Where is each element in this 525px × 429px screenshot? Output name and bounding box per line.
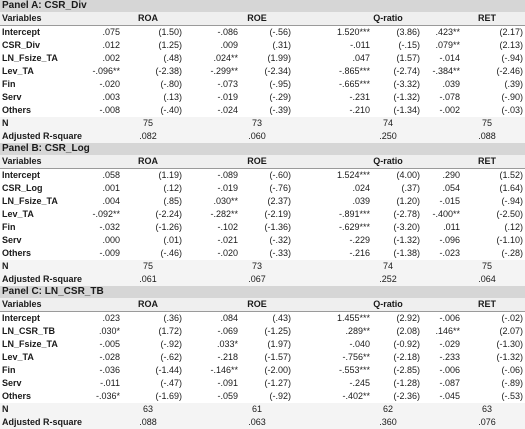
coefficient-cell: -.665*** <box>338 79 370 89</box>
t-statistic-cell: (2.37) <box>267 196 291 206</box>
coefficient-cell: -.865*** <box>338 66 370 76</box>
coefficient-cell: .047 <box>352 53 370 63</box>
t-statistic-cell: (-.80) <box>160 79 182 89</box>
coefficient-cell: -.019 <box>217 92 238 102</box>
t-statistic-cell: (-1.38) <box>393 248 420 258</box>
coefficient-cell: -.233 <box>439 352 460 362</box>
t-statistic-cell: (-1.30) <box>496 339 523 349</box>
coefficient-cell: -.032 <box>99 222 120 232</box>
row-label: LN_CSR_TB <box>2 326 56 336</box>
table-row <box>0 234 525 247</box>
t-statistic-cell: (-.90) <box>501 92 523 102</box>
table-row <box>0 91 525 104</box>
row-label: Lev_TA <box>2 209 34 219</box>
t-statistic-cell: (-.33) <box>269 248 291 258</box>
table-row <box>0 65 525 78</box>
coefficient-cell: .084 <box>220 313 238 323</box>
coefficient-cell: .003 <box>102 92 120 102</box>
coefficient-cell: 1.524*** <box>336 170 370 180</box>
n-value: 75 <box>142 261 153 271</box>
t-statistic-cell: (-1.34) <box>393 105 420 115</box>
t-statistic-cell: (-.40) <box>160 105 182 115</box>
coefficient-cell: -.092** <box>92 209 120 219</box>
row-label: LN_Fsize_TA <box>2 339 58 349</box>
row-label: CSR_Log <box>2 183 43 193</box>
t-statistic-cell: (-1.27) <box>264 378 291 388</box>
t-statistic-cell: (.13) <box>163 92 182 102</box>
coefficient-cell: -.102 <box>217 222 238 232</box>
t-statistic-cell: (-.95) <box>269 79 291 89</box>
table-row <box>0 338 525 351</box>
coefficient-cell: -.011 <box>100 378 120 388</box>
table-row <box>0 390 525 403</box>
column-header-roe: ROE <box>247 13 267 23</box>
coefficient-cell: .001 <box>102 183 120 193</box>
coefficient-cell: .289** <box>345 326 370 336</box>
n-label: N <box>2 118 9 128</box>
t-statistic-cell: (-2.34) <box>264 66 291 76</box>
t-statistic-cell: (-.76) <box>269 183 291 193</box>
row-label: Fin <box>2 79 16 89</box>
adjusted-r-square-value: .063 <box>248 417 266 427</box>
coefficient-cell: -.021 <box>217 235 238 245</box>
adjusted-r-square-value: .250 <box>379 131 397 141</box>
adjusted-r-square-value: .088 <box>139 417 157 427</box>
t-statistic-cell: (-.28) <box>501 248 523 258</box>
row-label: Others <box>2 391 32 401</box>
coefficient-cell: -.006 <box>439 365 460 375</box>
t-statistic-cell: (-.02) <box>501 313 523 323</box>
column-header-roa: ROA <box>138 13 158 23</box>
n-value: 75 <box>481 261 492 271</box>
table-row <box>0 208 525 221</box>
t-statistic-cell: (.48) <box>163 53 182 63</box>
coefficient-cell: .024** <box>213 53 238 63</box>
table-row <box>0 182 525 195</box>
column-header-roa: ROA <box>138 156 158 166</box>
table-row <box>0 325 525 338</box>
t-statistic-cell: (1.52) <box>499 170 523 180</box>
n-value: 63 <box>142 404 153 414</box>
t-statistic-cell: (2.17) <box>499 27 523 37</box>
coefficient-cell: -.002 <box>439 105 460 115</box>
coefficient-cell: -.089 <box>217 170 238 180</box>
coefficient-cell: -.014 <box>439 53 460 63</box>
t-statistic-cell: (-3.20) <box>393 222 420 232</box>
coefficient-cell: 1.455*** <box>336 313 370 323</box>
adjusted-r-square-value: .067 <box>248 274 266 284</box>
t-statistic-cell: (2.92) <box>396 313 420 323</box>
t-statistic-cell: (-1.57) <box>264 352 291 362</box>
t-statistic-cell: (.37) <box>401 183 420 193</box>
t-statistic-cell: (-.32) <box>269 235 291 245</box>
adjusted-r-square-value: .252 <box>379 274 397 284</box>
coefficient-cell: -.059 <box>217 391 238 401</box>
adjusted-r-square-value: .088 <box>478 131 496 141</box>
column-header-roe: ROE <box>247 156 267 166</box>
t-statistic-cell: (.85) <box>163 196 182 206</box>
t-statistic-cell: (1.64) <box>499 183 523 193</box>
t-statistic-cell: (-.03) <box>501 105 523 115</box>
table-row <box>0 364 525 377</box>
table-row <box>0 52 525 65</box>
coefficient-cell: -.229 <box>349 235 370 245</box>
t-statistic-cell: (1.50) <box>158 27 182 37</box>
t-statistic-cell: (-.06) <box>501 365 523 375</box>
coefficient-cell: -.146** <box>210 365 238 375</box>
variables-header: Variables <box>2 299 42 309</box>
coefficient-cell: -.040 <box>349 339 370 349</box>
coefficient-cell: 1.520*** <box>336 27 370 37</box>
coefficient-cell: -.028 <box>99 352 120 362</box>
n-label: N <box>2 261 9 271</box>
table-row <box>0 104 525 117</box>
t-statistic-cell: (-.94) <box>501 196 523 206</box>
row-label: LN_Fsize_TA <box>2 196 58 206</box>
n-value: 62 <box>382 404 393 414</box>
n-value: 74 <box>382 118 393 128</box>
coefficient-cell: .002 <box>102 53 120 63</box>
coefficient-cell: -.036 <box>99 365 120 375</box>
coefficient-cell: .058 <box>102 170 120 180</box>
adjusted-r-square-value: .360 <box>379 417 397 427</box>
t-statistic-cell: (-.56) <box>269 27 291 37</box>
t-statistic-cell: (-1.32) <box>393 92 420 102</box>
n-label: N <box>2 404 9 414</box>
n-value: 75 <box>142 118 153 128</box>
t-statistic-cell: (-1.36) <box>264 222 291 232</box>
n-value: 75 <box>481 118 492 128</box>
coefficient-cell: -.023 <box>439 248 460 258</box>
row-label: Serv <box>2 235 22 245</box>
t-statistic-cell: (-.53) <box>501 391 523 401</box>
t-statistic-cell: (-.29) <box>269 92 291 102</box>
coefficient-cell: -.553*** <box>338 365 370 375</box>
t-statistic-cell: (-.94) <box>501 53 523 63</box>
coefficient-cell: -.210 <box>349 105 370 115</box>
n-value: 63 <box>481 404 492 414</box>
adjusted-r-square-value: .076 <box>478 417 496 427</box>
coefficient-cell: -.009 <box>99 248 120 258</box>
coefficient-cell: -.402** <box>342 391 370 401</box>
panel-title: Panel B: CSR_Log <box>0 143 525 155</box>
coefficient-cell: .011 <box>443 222 460 232</box>
table-row <box>0 195 525 208</box>
t-statistic-cell: (-1.25) <box>264 326 291 336</box>
n-value: 73 <box>251 118 262 128</box>
row-label: LN_Fsize_TA <box>2 53 58 63</box>
coefficient-cell: .423** <box>435 27 460 37</box>
adjusted-r-square-value: .060 <box>248 131 266 141</box>
t-statistic-cell: (-1.26) <box>155 222 182 232</box>
row-label: CSR_Div <box>2 40 41 50</box>
t-statistic-cell: (-2.50) <box>496 209 523 219</box>
t-statistic-cell: (-2.18) <box>393 352 420 362</box>
coefficient-cell: .054 <box>442 183 460 193</box>
t-statistic-cell: (-.15) <box>398 40 420 50</box>
t-statistic-cell: (-0.92) <box>393 339 420 349</box>
coefficient-cell: -.020 <box>99 79 120 89</box>
adjusted-r-square-row <box>0 416 525 429</box>
t-statistic-cell: (2.07) <box>499 326 523 336</box>
n-row <box>0 403 525 416</box>
t-statistic-cell: (-3.32) <box>393 79 420 89</box>
column-header-q-ratio: Q-ratio <box>373 299 403 309</box>
table-row <box>0 169 525 182</box>
coefficient-cell: -.096 <box>439 235 460 245</box>
t-statistic-cell: (-.46) <box>160 248 182 258</box>
t-statistic-cell: (2.08) <box>396 326 420 336</box>
t-statistic-cell: (-1.69) <box>155 391 182 401</box>
row-label: Lev_TA <box>2 66 34 76</box>
coefficient-cell: .012 <box>102 40 120 50</box>
coefficient-cell: .024 <box>352 183 370 193</box>
n-value: 73 <box>251 261 262 271</box>
coefficient-cell: .290 <box>442 170 460 180</box>
coefficient-cell: -.086 <box>217 27 238 37</box>
t-statistic-cell: (-1.44) <box>155 365 182 375</box>
t-statistic-cell: (-.92) <box>269 391 291 401</box>
coefficient-cell: -.400** <box>432 209 460 219</box>
table-row <box>0 26 525 39</box>
coefficient-cell: -.024 <box>217 105 238 115</box>
t-statistic-cell: (-.60) <box>269 170 291 180</box>
row-label: Intercept <box>2 170 41 180</box>
n-value: 61 <box>251 404 262 414</box>
adjusted-r-square-row <box>0 130 525 143</box>
t-statistic-cell: (-2.46) <box>496 66 523 76</box>
coefficient-cell: .039 <box>352 196 370 206</box>
table-row <box>0 312 525 325</box>
coefficient-cell: -.011 <box>350 40 370 50</box>
adjusted-r-square-label: Adjusted R-square <box>2 417 83 427</box>
column-header-ret: RET <box>478 156 496 166</box>
t-statistic-cell: (-1.10) <box>496 235 523 245</box>
adjusted-r-square-value: .061 <box>139 274 157 284</box>
variables-header: Variables <box>2 13 42 23</box>
adjusted-r-square-label: Adjusted R-square <box>2 274 83 284</box>
t-statistic-cell: (.39) <box>504 79 523 89</box>
column-header-ret: RET <box>478 299 496 309</box>
t-statistic-cell: (-.89) <box>501 378 523 388</box>
t-statistic-cell: (1.72) <box>158 326 182 336</box>
t-statistic-cell: (-2.36) <box>393 391 420 401</box>
coefficient-cell: -.015 <box>439 196 460 206</box>
t-statistic-cell: (-.47) <box>160 378 182 388</box>
variables-header: Variables <box>2 156 42 166</box>
row-label: Lev_TA <box>2 352 34 362</box>
coefficient-cell: -.756** <box>342 352 370 362</box>
t-statistic-cell: (-.39) <box>269 105 291 115</box>
coefficient-cell: .033* <box>216 339 238 349</box>
coefficient-cell: -.096** <box>92 66 120 76</box>
t-statistic-cell: (3.86) <box>396 27 420 37</box>
t-statistic-cell: (-2.24) <box>155 209 182 219</box>
table-row <box>0 221 525 234</box>
t-statistic-cell: (4.00) <box>396 170 420 180</box>
column-header-ret: RET <box>478 13 496 23</box>
t-statistic-cell: (-1.28) <box>393 378 420 388</box>
t-statistic-cell: (.12) <box>504 222 523 232</box>
coefficient-cell: -.020 <box>217 248 238 258</box>
t-statistic-cell: (1.25) <box>158 40 182 50</box>
t-statistic-cell: (.43) <box>272 313 291 323</box>
t-statistic-cell: (1.19) <box>158 170 182 180</box>
coefficient-cell: -.045 <box>439 391 460 401</box>
table-row <box>0 39 525 52</box>
column-header-roa: ROA <box>138 299 158 309</box>
coefficient-cell: -.282** <box>210 209 238 219</box>
column-header-q-ratio: Q-ratio <box>373 13 403 23</box>
coefficient-cell: -.008 <box>99 105 120 115</box>
table-row <box>0 351 525 364</box>
row-label: Serv <box>2 378 22 388</box>
column-header-row <box>0 298 525 311</box>
row-label: Fin <box>2 222 16 232</box>
t-statistic-cell: (-2.85) <box>393 365 420 375</box>
n-row <box>0 260 525 273</box>
adjusted-r-square-value: .064 <box>478 274 496 284</box>
coefficient-cell: -.216 <box>349 248 370 258</box>
table-row <box>0 78 525 91</box>
t-statistic-cell: (.31) <box>272 40 291 50</box>
column-header-row <box>0 155 525 168</box>
t-statistic-cell: (-2.74) <box>393 66 420 76</box>
table-row <box>0 247 525 260</box>
coefficient-cell: .075 <box>102 27 120 37</box>
t-statistic-cell: (-1.32) <box>496 352 523 362</box>
coefficient-cell: -.891*** <box>338 209 370 219</box>
coefficient-cell: -.629*** <box>338 222 370 232</box>
t-statistic-cell: (1.20) <box>396 196 420 206</box>
t-statistic-cell: (-2.38) <box>155 66 182 76</box>
t-statistic-cell: (1.97) <box>267 339 291 349</box>
column-header-roe: ROE <box>247 299 267 309</box>
coefficient-cell: -.091 <box>217 378 238 388</box>
column-header-q-ratio: Q-ratio <box>373 156 403 166</box>
row-label: Intercept <box>2 313 41 323</box>
adjusted-r-square-row <box>0 273 525 286</box>
coefficient-cell: -.231 <box>349 92 370 102</box>
coefficient-cell: .009 <box>220 40 238 50</box>
coefficient-cell: .030** <box>213 196 238 206</box>
coefficient-cell: .146** <box>435 326 460 336</box>
adjusted-r-square-value: .082 <box>139 131 157 141</box>
column-header-row <box>0 12 525 25</box>
t-statistic-cell: (1.99) <box>267 53 291 63</box>
coefficient-cell: -.087 <box>439 378 460 388</box>
t-statistic-cell: (-1.32) <box>393 235 420 245</box>
coefficient-cell: -.078 <box>439 92 460 102</box>
coefficient-cell: -.029 <box>439 339 460 349</box>
coefficient-cell: .030* <box>98 326 120 336</box>
coefficient-cell: .000 <box>102 235 120 245</box>
t-statistic-cell: (-2.78) <box>393 209 420 219</box>
coefficient-cell: .039 <box>442 79 460 89</box>
coefficient-cell: -.036* <box>95 391 120 401</box>
coefficient-cell: -.299** <box>210 66 238 76</box>
coefficient-cell: -.069 <box>217 326 238 336</box>
coefficient-cell: -.245 <box>349 378 370 388</box>
row-label: Others <box>2 105 32 115</box>
t-statistic-cell: (2.13) <box>499 40 523 50</box>
t-statistic-cell: (-2.00) <box>264 365 291 375</box>
coefficient-cell: -.384** <box>432 66 460 76</box>
table-row <box>0 377 525 390</box>
row-label: Serv <box>2 92 22 102</box>
row-label: Intercept <box>2 27 41 37</box>
n-value: 74 <box>382 261 393 271</box>
coefficient-cell: .004 <box>102 196 120 206</box>
panel-title: Panel A: CSR_Div <box>0 0 525 12</box>
t-statistic-cell: (.01) <box>163 235 182 245</box>
t-statistic-cell: (-.62) <box>160 352 182 362</box>
t-statistic-cell: (1.57) <box>396 53 420 63</box>
coefficient-cell: -.073 <box>217 79 238 89</box>
n-row <box>0 117 525 130</box>
panel-title: Panel C: LN_CSR_TB <box>0 286 525 298</box>
row-label: Others <box>2 248 32 258</box>
adjusted-r-square-label: Adjusted R-square <box>2 131 83 141</box>
coefficient-cell: -.019 <box>217 183 238 193</box>
coefficient-cell: -.218 <box>217 352 238 362</box>
t-statistic-cell: (-2.19) <box>264 209 291 219</box>
t-statistic-cell: (.36) <box>163 313 182 323</box>
coefficient-cell: -.006 <box>439 313 460 323</box>
row-label: Fin <box>2 365 16 375</box>
coefficient-cell: -.005 <box>99 339 120 349</box>
coefficient-cell: .079** <box>435 40 460 50</box>
t-statistic-cell: (.12) <box>163 183 182 193</box>
t-statistic-cell: (-.92) <box>160 339 182 349</box>
coefficient-cell: .023 <box>102 313 120 323</box>
